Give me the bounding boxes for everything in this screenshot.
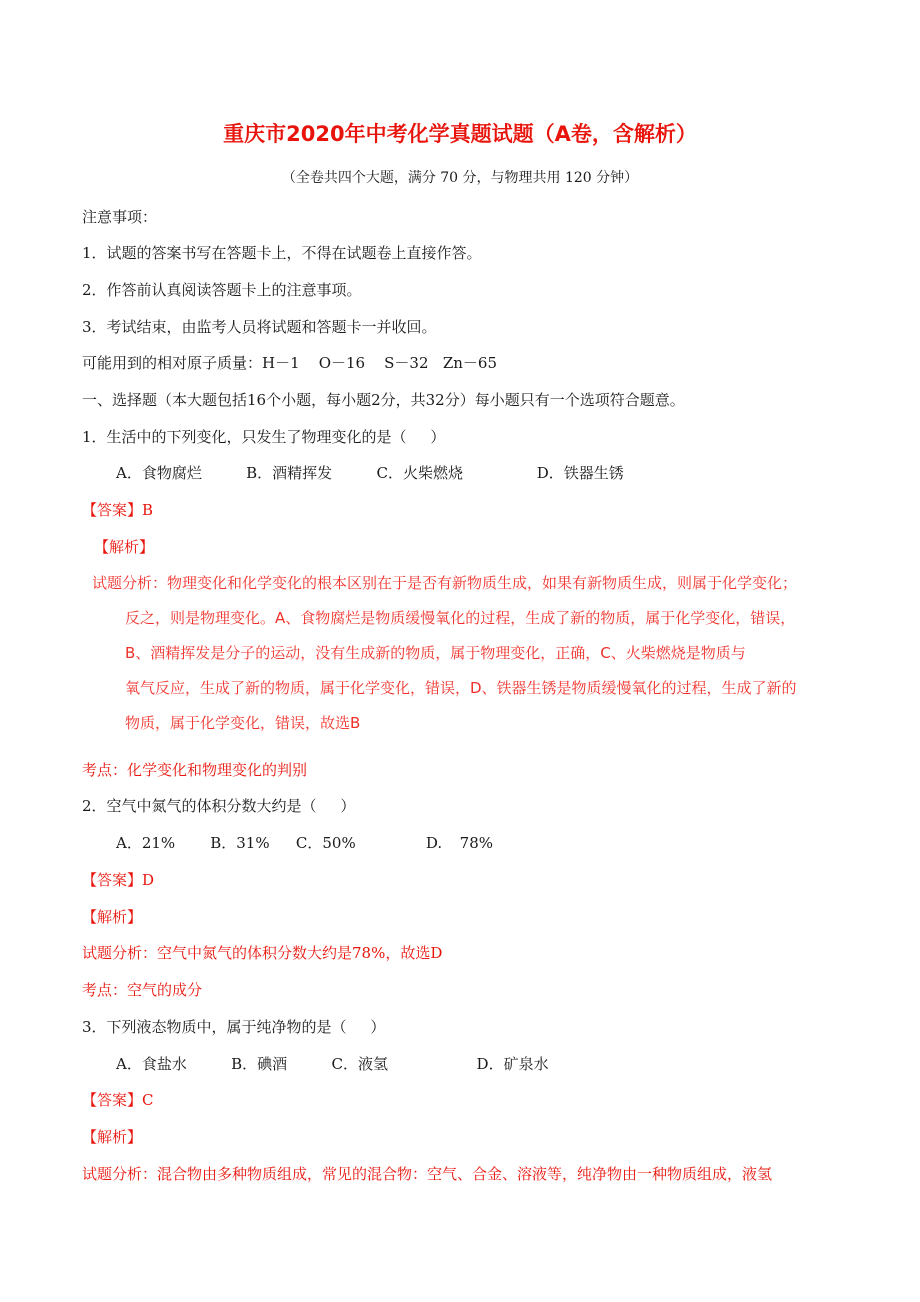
kaodian: 考点：化学变化和物理变化的判别: [82, 761, 308, 779]
answer-label: 【答案】: [82, 1091, 143, 1109]
notice-item: 2．作答前认真阅读答题卡上的注意事项。: [82, 281, 362, 299]
analysis-text: 试题分析：混合物由多种物质组成，常见的混合物：空气、合金、溶液等，纯净物由一种物质组成，液氢: [82, 1165, 773, 1183]
analysis-text: B、酒精挥发是分子的运动，没有生成新的物质，属于物理变化，正确，C、火柴燃烧是物质与: [125, 644, 746, 662]
answer-value: B: [142, 501, 154, 519]
answer-value: C: [142, 1091, 154, 1109]
answer-value: D: [142, 871, 155, 889]
analysis-text: 试题分析：空气中氮气的体积分数大约是78%，故选D: [82, 944, 443, 962]
question-options: A．食物腐烂 B．酒精挥发 C．火柴燃烧 D．铁器生锈: [116, 464, 624, 482]
analysis-text: 试题分析：物理变化和化学变化的根本区别在于是否有新物质生成，如果有新物质生成，则属于化学变化；: [92, 574, 798, 592]
question-stem: 2．空气中氮气的体积分数大约是（ ）: [82, 797, 356, 815]
atomic-masses: 可能用到的相对原子质量：H－1 O－16 S－32 Zn－65: [82, 354, 497, 372]
analysis-text: 反之，则是物理变化。A、食物腐烂是物质缓慢氧化的过程，生成了新的物质，属于化学变化，错误，: [125, 609, 796, 627]
question-stem: 1．生活中的下列变化，只发生了物理变化的是（ ）: [82, 428, 446, 446]
document-title: 重庆市2020年中考化学真题试题（A卷，含解析）: [223, 122, 697, 146]
question-options: A．食盐水 B．碘酒 C．液氢 D．矿泉水: [116, 1055, 549, 1073]
notice-item: 3．考试结束，由监考人员将试题和答题卡一并收回。: [82, 318, 437, 336]
notice-heading: 注意事项：: [82, 208, 158, 226]
answer-label: 【答案】: [82, 871, 143, 889]
notice-item: 1．试题的答案书写在答题卡上，不得在试题卷上直接作答。: [82, 244, 482, 262]
question-stem: 3．下列液态物质中，属于纯净物的是（ ）: [82, 1018, 386, 1036]
document-subtitle: （全卷共四个大题，满分 70 分，与物理共用 120 分钟）: [281, 170, 639, 186]
analysis-label: 【解析】: [82, 908, 143, 926]
analysis-text: 氧气反应，生成了新的物质，属于化学变化，错误，D、铁器生锈是物质缓慢氧化的过程，生成了新的: [125, 679, 797, 697]
section-header: 一、选择题（本大题包括16个小题，每小题2分，共32分）每小题只有一个选项符合题意。: [82, 391, 685, 409]
analysis-label: 【解析】: [82, 1128, 143, 1146]
answer-label: 【答案】: [82, 501, 143, 519]
question-options: A．21% B．31% C．50% D. 78%: [116, 834, 494, 852]
analysis-text: 物质，属于化学变化，错误，故选B: [125, 714, 361, 732]
answer-line: [82, 1089, 154, 1110]
kaodian: 考点：空气的成分: [82, 981, 203, 999]
answer-line: [82, 869, 154, 890]
analysis-label: 【解析】: [94, 538, 155, 556]
answer-line: [82, 499, 153, 520]
